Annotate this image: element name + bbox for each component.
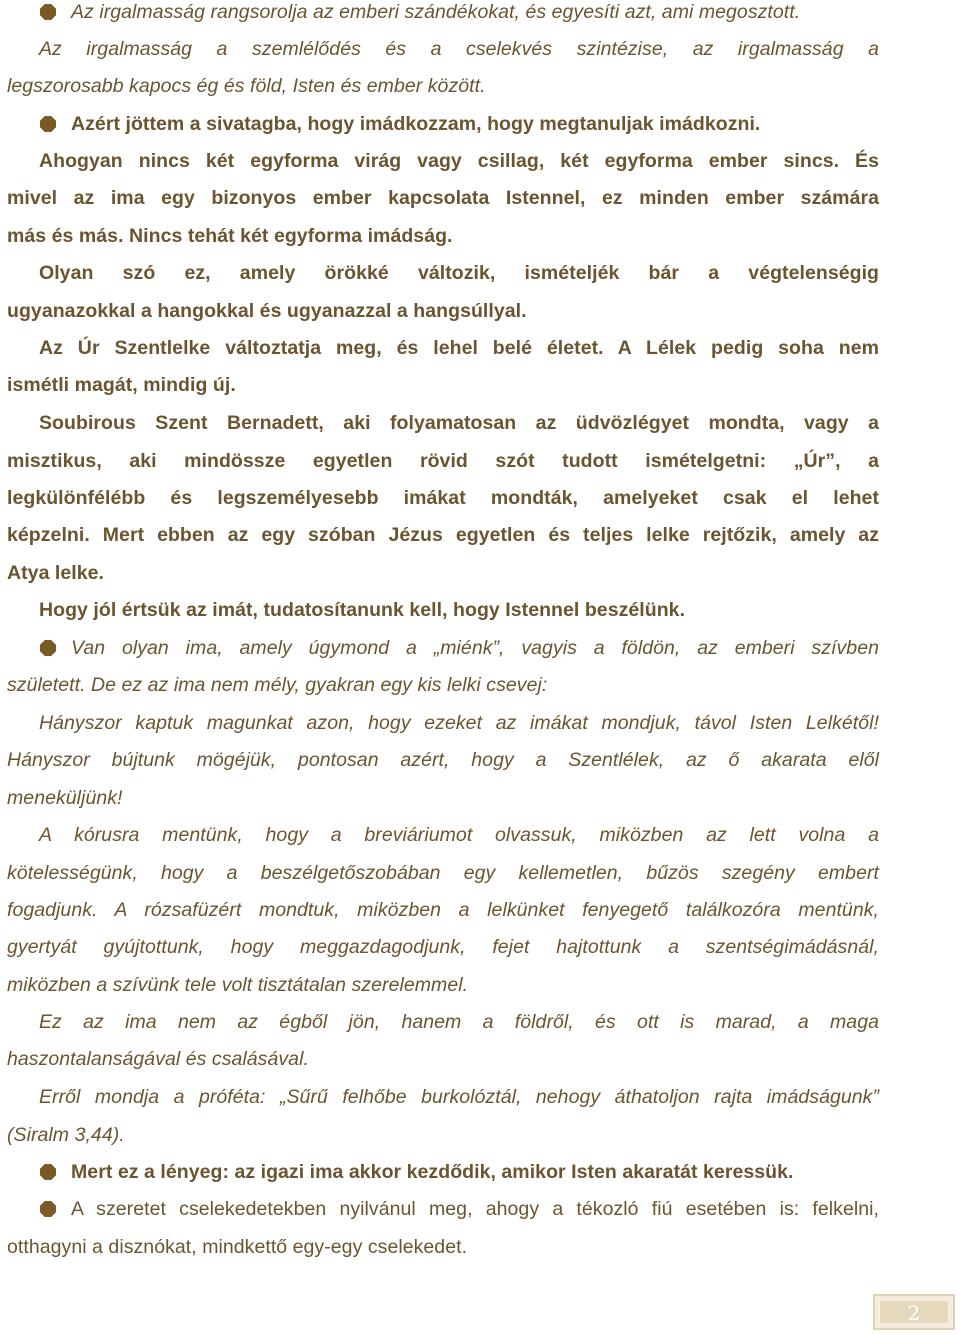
text-line: misztikus, aki mindössze egyetlen rövid szót tudott ismételgetni: „Úr”, a [7, 450, 879, 472]
text-line: miközben a szívünk tele volt tisztátalan szerelemmel. [7, 974, 469, 996]
text-line: Soubirous Szent Bernadett, aki folyamatosan az üdvözlégyet mondta, vagy a [39, 412, 879, 434]
page-number: 2 [879, 1300, 949, 1324]
text-line: kötelességünk, hogy a beszélgetőszobában egy kellemetlen, bűzös szegény embert [7, 862, 879, 884]
text-line: A kórusra mentünk, hogy a breviáriumot olvassuk, miközben az lett volna a [39, 824, 879, 846]
text-line: (Siralm 3,44). [7, 1124, 125, 1146]
text-line: Az Úr Szentlelke változtatja meg, és lehel belé életet. A Lélek pedig soha nem [39, 337, 879, 359]
text-line: haszontalanságával és csalásával. [7, 1048, 309, 1070]
text-line: született. De ez az ima nem mély, gyakran egy kis lelki csevej: [7, 674, 548, 696]
text-line: Hányszor bújtunk mögéjük, pontosan azért, hogy a Szentlélek, az ő akarata elől [7, 749, 879, 771]
text-line: ismétli magát, mindig új. [7, 374, 236, 396]
text-line: A szeretet cselekedetekben nyilvánul meg, ahogy a tékozló fiú esetében is: felkelni, [71, 1198, 879, 1220]
text-line: Az irgalmasság a szemlélődés és a cselekvés szintézise, az irgalmasság a [39, 38, 879, 60]
text-line: Erről mondja a próféta: „Sűrű felhőbe burkolóztál, nehogy áthatoljon rajta imádságunk” [39, 1086, 879, 1108]
text-line: ugyanazokkal a hangokkal és ugyanazzal a hangsúllyal. [7, 300, 527, 322]
text-line: Az irgalmasság rangsorolja az emberi szándékokat, és egyesíti azt, ami megosztott. [71, 1, 801, 23]
text-line: Van olyan ima, amely úgymond a „miénk”, vagyis a földön, az emberi szívben [71, 637, 879, 659]
text-line: más és más. Nincs tehát két egyforma imádság. [7, 225, 453, 247]
text-line: fogadjunk. A rózsafüzért mondtuk, miközben a lelkünket fenyegető találkozóra mentünk, [7, 899, 879, 921]
text-line: otthagyni a disznókat, mindkettő egy-egy cselekedet. [7, 1236, 468, 1258]
text-line: Hányszor kaptuk magunkat azon, hogy ezeket az imákat mondjuk, távol Isten Lelkétől! [39, 712, 879, 734]
text-line: legkülönfélébb és legszemélyesebb imákat mondták, amelyeket csak el lehet [7, 487, 879, 509]
text-line: mivel az ima egy bizonyos ember kapcsolata Istennel, ez minden ember számára [7, 187, 879, 209]
text-line: Ez az ima nem az égből jön, hanem a földről, és ott is marad, a maga [39, 1011, 879, 1033]
text-line: Mert ez a lényeg: az igazi ima akkor kezdődik, amikor Isten akaratát keressük. [71, 1161, 794, 1183]
text-line: Ahogyan nincs két egyforma virág vagy csillag, két egyforma ember sincs. És [39, 150, 879, 172]
text-line: Hogy jól értsük az imát, tudatosítanunk kell, hogy Istennel beszélünk. [39, 599, 686, 621]
text-line: Olyan szó ez, amely örökké változik, ismételjék bár a végtelenségig [39, 262, 879, 284]
text-line: Atya lelke. [7, 562, 105, 584]
text-line: meneküljünk! [7, 787, 123, 809]
text-line: gyertyát gyújtottunk, hogy meggazdagodjunk, fejet hajtottunk a szentségimádásnál, [7, 936, 879, 958]
text-line: képzelni. Mert ebben az egy szóban Jézus egyetlen és teljes lelke rejtőzik, amely az [7, 524, 879, 546]
text-line: Azért jöttem a sivatagba, hogy imádkozzam, hogy megtanuljak imádkozni. [71, 113, 761, 135]
page-number-box [873, 1294, 955, 1330]
text-line: legszorosabb kapocs ég és föld, Isten és ember között. [7, 75, 486, 97]
